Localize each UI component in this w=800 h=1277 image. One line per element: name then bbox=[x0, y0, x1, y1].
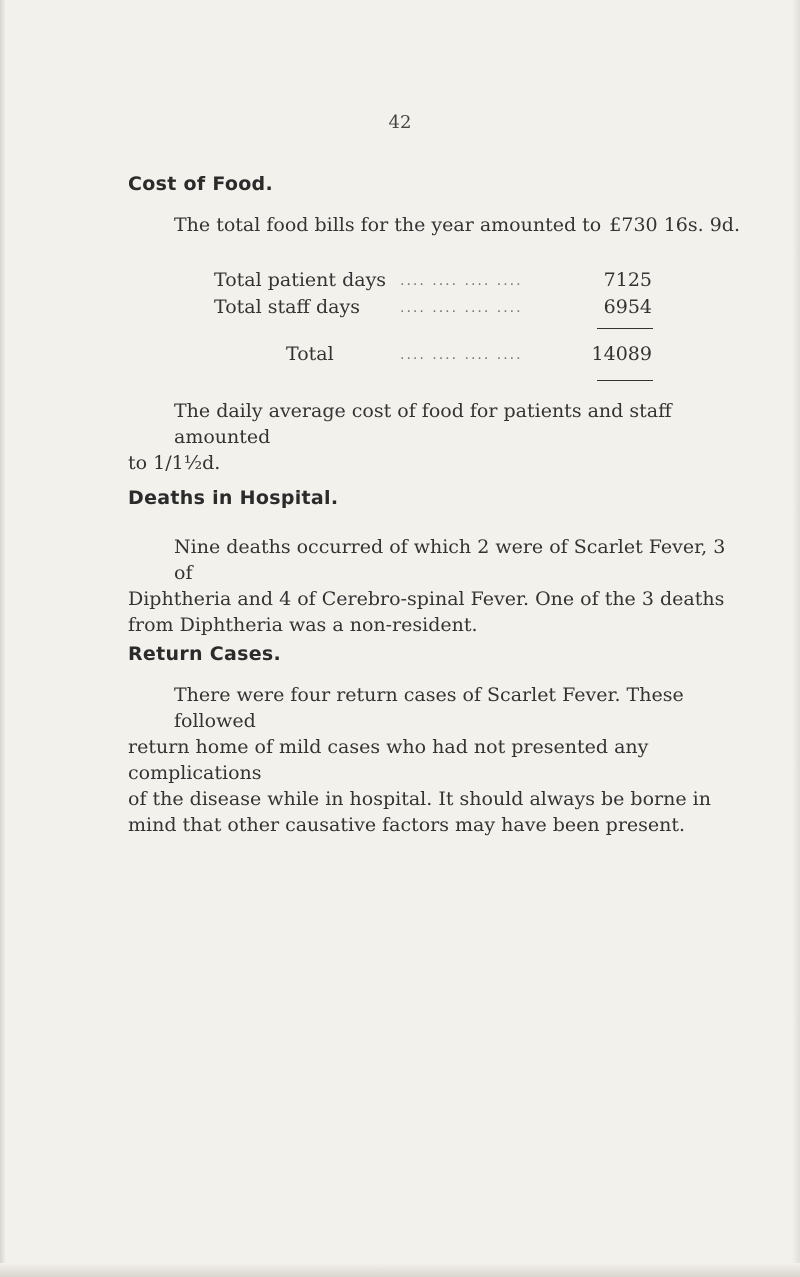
subtotal-rule bbox=[597, 328, 653, 329]
deaths-line2: Diphtheria and 4 of Cerebro-spinal Fever. One of the 3 deaths bbox=[128, 588, 725, 610]
total-dots: .... .... .... .... bbox=[400, 347, 523, 363]
heading-deaths-in-hospital: Deaths in Hospital. bbox=[128, 487, 339, 509]
row-dots: .... .... .... .... bbox=[400, 273, 523, 289]
page-number: 42 bbox=[388, 112, 412, 133]
row-value: 7125 bbox=[603, 269, 652, 291]
average-cost-line1: The daily average cost of food for patients and staff amounted bbox=[174, 400, 672, 448]
row-dots: .... .... .... .... bbox=[400, 300, 523, 316]
deaths-paragraph bbox=[128, 534, 740, 638]
page-edge-right bbox=[792, 0, 800, 1277]
deaths-line1: Nine deaths occurred of which 2 were of Scarlet Fever, 3 of bbox=[174, 536, 726, 584]
table-row-staff-days bbox=[214, 296, 652, 322]
total-rule bbox=[597, 380, 653, 381]
page-edge-bottom bbox=[0, 1263, 800, 1277]
return-cases-paragraph bbox=[128, 682, 740, 838]
total-label: Total bbox=[286, 343, 334, 365]
food-bill-amount: £730 16s. 9d. bbox=[609, 214, 740, 236]
food-bill-intro: The total food bills for the year amounted to bbox=[174, 214, 602, 236]
heading-return-cases: Return Cases. bbox=[128, 643, 282, 665]
table-row-patient-days bbox=[214, 269, 652, 295]
food-bill-line bbox=[174, 214, 740, 236]
row-value: 6954 bbox=[603, 296, 652, 318]
deaths-line3: from Diphtheria was a non-resident. bbox=[128, 614, 478, 636]
return-cases-line1: There were four return cases of Scarlet Fever. These followed bbox=[174, 684, 684, 732]
table-row-total bbox=[286, 343, 652, 369]
average-cost-paragraph bbox=[128, 398, 740, 476]
row-label: Total staff days bbox=[214, 296, 360, 318]
return-cases-line4: mind that other causative factors may have been present. bbox=[128, 814, 686, 836]
row-label: Total patient days bbox=[214, 269, 387, 291]
average-cost-line2: to 1/1½d. bbox=[128, 452, 221, 474]
return-cases-line2: return home of mild cases who had not presented any complications bbox=[128, 736, 649, 784]
page-edge-left bbox=[0, 0, 6, 1277]
return-cases-line3: of the disease while in hospital. It should always be borne in bbox=[128, 788, 711, 810]
heading-cost-of-food: Cost of Food. bbox=[128, 173, 273, 195]
total-value: 14089 bbox=[591, 343, 652, 365]
